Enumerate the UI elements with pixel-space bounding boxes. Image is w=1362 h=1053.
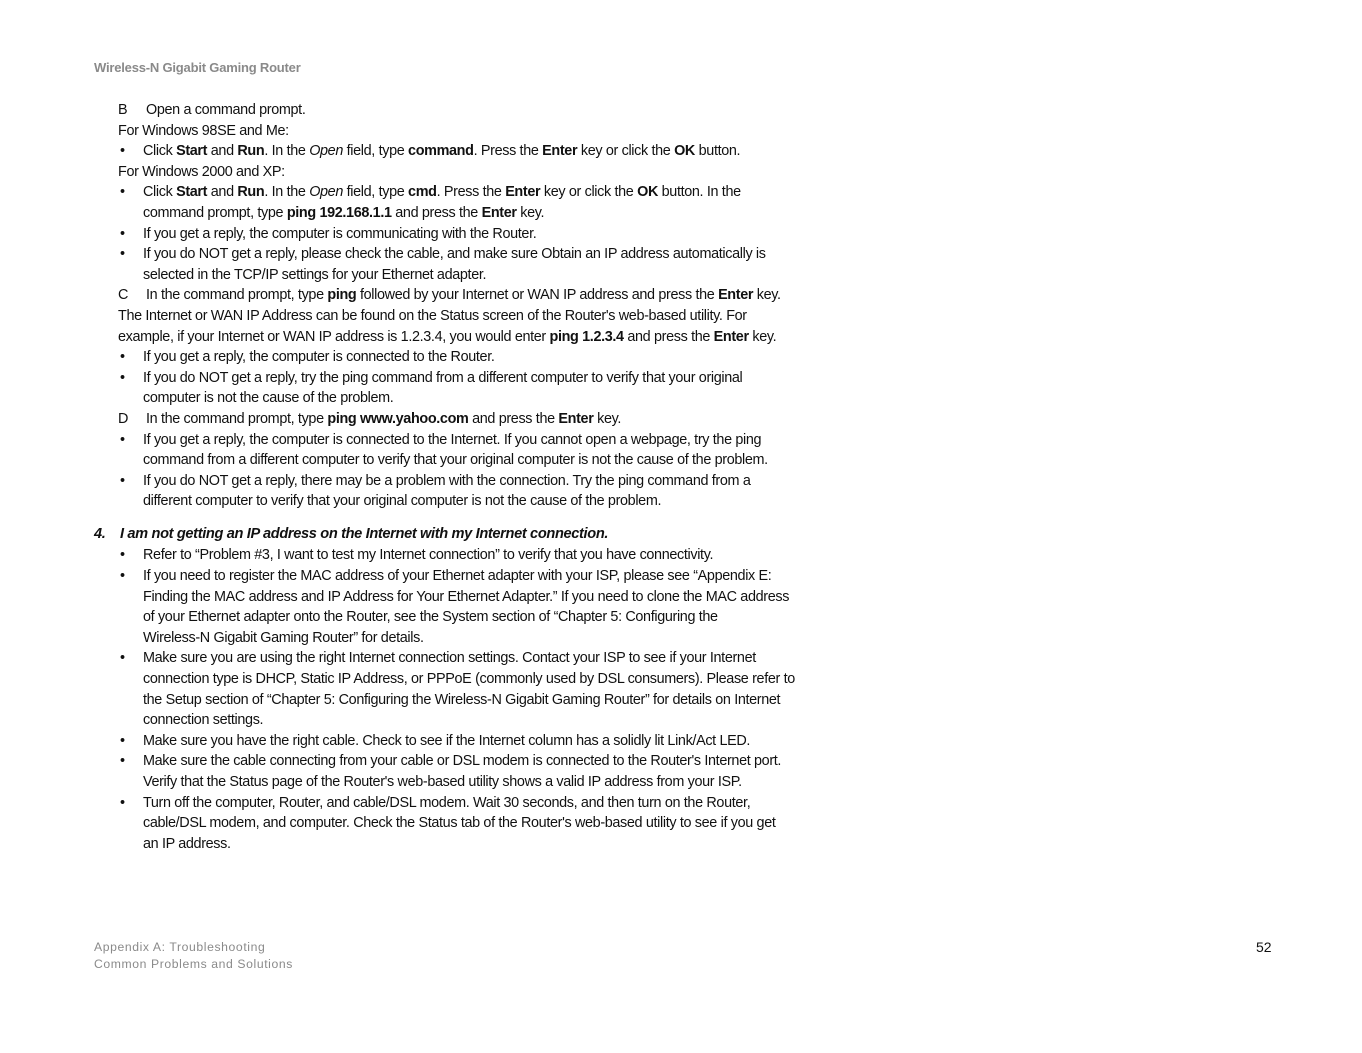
bullet-icon: •	[120, 753, 125, 770]
text: example, if your Internet or WAN IP address is 1.2.3.4, you would enter	[118, 328, 550, 345]
step-d-reply-cont: command from a different computer to verify that your original computer is not the cause of the problem.	[143, 452, 768, 469]
text: key.	[516, 204, 545, 221]
step-d-reply-bullet	[94, 430, 854, 451]
bullet-icon: •	[120, 568, 125, 585]
step-c-noreply-cont: computer is not the cause of the problem.	[143, 390, 394, 407]
question-number: 4.	[94, 525, 106, 542]
text: command prompt, type	[143, 204, 287, 221]
text: key or click the	[577, 143, 675, 160]
text: button.	[694, 143, 741, 160]
q4-bullet-2-cont: of your Ethernet adapter onto the Router, see the System section of “Chapter 5: Configuring the	[143, 609, 718, 626]
step-b-noreply-bullet	[94, 244, 854, 265]
q4-bullet-2-cont: Finding the MAC address and IP Address for Your Ethernet Adapter.” If you need to clone the MAC address	[143, 588, 790, 605]
q4-bullet-5-cont: Verify that the Status page of the Router's web-based utility shows a valid IP address from your ISP.	[143, 774, 742, 790]
q4-bullet-3	[94, 648, 854, 669]
step-c-text	[118, 285, 854, 306]
win98-heading: For Windows 98SE and Me:	[118, 122, 289, 139]
text: Refer to “Problem #3, I want to test my Internet connection” to verify that you have connectivity.	[143, 547, 714, 564]
text: In the command prompt, type	[146, 410, 328, 427]
bullet-icon: •	[120, 431, 125, 448]
step-c-line-3	[94, 327, 854, 348]
key-term: Enter	[713, 328, 749, 345]
command-term: ping 192.168.1.1	[286, 204, 392, 221]
step-d-noreply-bullet	[94, 471, 854, 492]
bullet-icon: •	[120, 650, 125, 667]
q4-bullet-6	[94, 793, 854, 814]
text: Make sure you are using the right Internet connection settings. Contact your ISP to see if your Internet	[143, 650, 756, 667]
q4-bullet-2-cont: Wireless-N Gigabit Gaming Router” for details.	[143, 629, 424, 646]
text: Click	[143, 143, 177, 160]
text: Click	[143, 184, 177, 201]
bullet-icon: •	[120, 472, 125, 489]
step-c-line-2: The Internet or WAN IP Address can be found on the Status screen of the Router's web-based utility. For	[118, 307, 747, 324]
q4-bullet-3-cont: the Setup section of “Chapter 5: Configuring the Wireless-N Gigabit Gaming Router” for details on Internet	[143, 691, 781, 708]
page-content	[94, 100, 854, 854]
text: field, type	[343, 143, 409, 160]
field-name: Open	[309, 143, 343, 160]
question-4-heading	[94, 524, 854, 545]
ui-term: Run	[237, 184, 265, 201]
button-term: OK	[674, 143, 695, 160]
text: Make sure the cable connecting from your cable or DSL modem is connected to the Router's Internet port.	[143, 753, 782, 770]
q4-bullet-2	[94, 566, 854, 587]
q4-bullet-3-cont: connection type is DHCP, Static IP Address, or PPPoE (commonly used by DSL consumers). Please refer to	[143, 671, 795, 688]
text: and press the	[623, 328, 714, 345]
step-b-noreply-cont: selected in the TCP/IP settings for your Ethernet adapter.	[143, 266, 487, 283]
key-term: Enter	[505, 184, 541, 201]
field-name: Open	[309, 184, 343, 201]
page-number: 52	[1256, 939, 1272, 955]
win2000-bullet	[94, 182, 854, 203]
text: and	[207, 184, 238, 201]
text: and	[207, 143, 238, 160]
button-term: OK	[637, 184, 658, 201]
step-b-reply-bullet	[94, 224, 854, 245]
command-term: ping www.yahoo.com	[327, 410, 469, 427]
q4-bullet-6-cont: cable/DSL modem, and computer. Check the Status tab of the Router's web-based utility to see if you get	[143, 815, 776, 832]
step-c	[94, 285, 854, 306]
q4-bullet-1	[94, 545, 854, 566]
command-term: ping	[327, 287, 357, 304]
text: Make sure you have the right cable. Check to see if the Internet column has a solidly lit Link/Act LED.	[143, 732, 751, 749]
command-term: ping 1.2.3.4	[549, 328, 624, 345]
text: button. In the	[658, 184, 741, 201]
bullet-icon: •	[120, 246, 125, 263]
text: key.	[593, 410, 622, 427]
text: followed by your Internet or WAN IP address and press the	[356, 287, 719, 304]
text: and press the	[468, 410, 559, 427]
text: key or click the	[540, 184, 638, 201]
text: If you do NOT get a reply, try the ping command from a different computer to verify that your original	[143, 369, 743, 386]
text: field, type	[343, 184, 409, 201]
bullet-icon: •	[120, 349, 125, 366]
step-c-reply-bullet	[94, 347, 854, 368]
step-d-noreply-cont: different computer to verify that your original computer is not the cause of the problem.	[143, 493, 662, 510]
bullet-icon: •	[120, 547, 125, 564]
ui-term: Run	[237, 143, 265, 160]
step-c-marker: C	[118, 287, 129, 304]
win98-bullet	[94, 141, 854, 162]
text: . Press the	[473, 143, 543, 160]
text: . Press the	[436, 184, 506, 201]
ui-term: Start	[176, 184, 208, 201]
spacer	[94, 512, 854, 524]
win2000-bullet-cont	[94, 203, 854, 224]
text: If you get a reply, the computer is connected to the Router.	[143, 349, 495, 366]
step-d-text	[118, 409, 854, 430]
key-term: Enter	[542, 143, 578, 160]
page-footer	[94, 939, 293, 973]
text: If you need to register the MAC address of your Ethernet adapter with your ISP, please see “Appendix E:	[143, 568, 772, 585]
key-term: Enter	[481, 204, 517, 221]
text: . In the	[264, 184, 310, 201]
win2000-heading: For Windows 2000 and XP:	[118, 163, 285, 180]
command-term: command	[408, 143, 474, 160]
text: If you get a reply, the computer is connected to the Internet. If you cannot open a webpage, try the ping	[143, 431, 762, 448]
bullet-icon: •	[120, 732, 125, 749]
bullet-icon: •	[120, 143, 125, 160]
bullet-icon: •	[120, 794, 125, 811]
text: . In the	[264, 143, 310, 160]
key-term: Enter	[718, 287, 754, 304]
command-term: cmd	[408, 184, 437, 201]
q4-bullet-3-cont: connection settings.	[143, 712, 264, 729]
text: key.	[748, 328, 777, 345]
q4-bullet-4	[94, 731, 854, 752]
step-b-marker: B	[118, 102, 128, 118]
key-term: Enter	[558, 410, 594, 427]
q4-bullet-6-cont: an IP address.	[143, 835, 231, 852]
footer-section: Common Problems and Solutions	[94, 957, 293, 971]
text: key.	[753, 287, 781, 304]
text: If you get a reply, the computer is communicating with the Router.	[143, 225, 537, 242]
running-header: Wireless-N Gigabit Gaming Router	[94, 60, 301, 75]
question-title: I am not getting an IP address on the Internet with my Internet connection.	[120, 525, 609, 542]
bullet-icon: •	[120, 369, 125, 386]
bullet-icon: •	[120, 184, 125, 201]
step-d	[94, 409, 854, 430]
step-d-marker: D	[118, 410, 129, 427]
q4-bullet-5	[94, 751, 854, 772]
bullet-icon: •	[120, 225, 125, 242]
text: Turn off the computer, Router, and cable/DSL modem. Wait 30 seconds, and then turn on the Router,	[143, 794, 751, 811]
text: In the command prompt, type	[146, 287, 328, 304]
text: If you do NOT get a reply, please check the cable, and make sure Obtain an IP address automatically is	[143, 246, 766, 263]
ui-term: Start	[176, 143, 208, 160]
step-b	[94, 100, 854, 121]
text: and press the	[391, 204, 482, 221]
step-b-text: Open a command prompt.	[146, 102, 306, 118]
step-c-noreply-bullet	[94, 368, 854, 389]
footer-chapter: Appendix A: Troubleshooting	[94, 940, 266, 954]
text: If you do NOT get a reply, there may be a problem with the connection. Try the ping command from a	[143, 472, 751, 489]
